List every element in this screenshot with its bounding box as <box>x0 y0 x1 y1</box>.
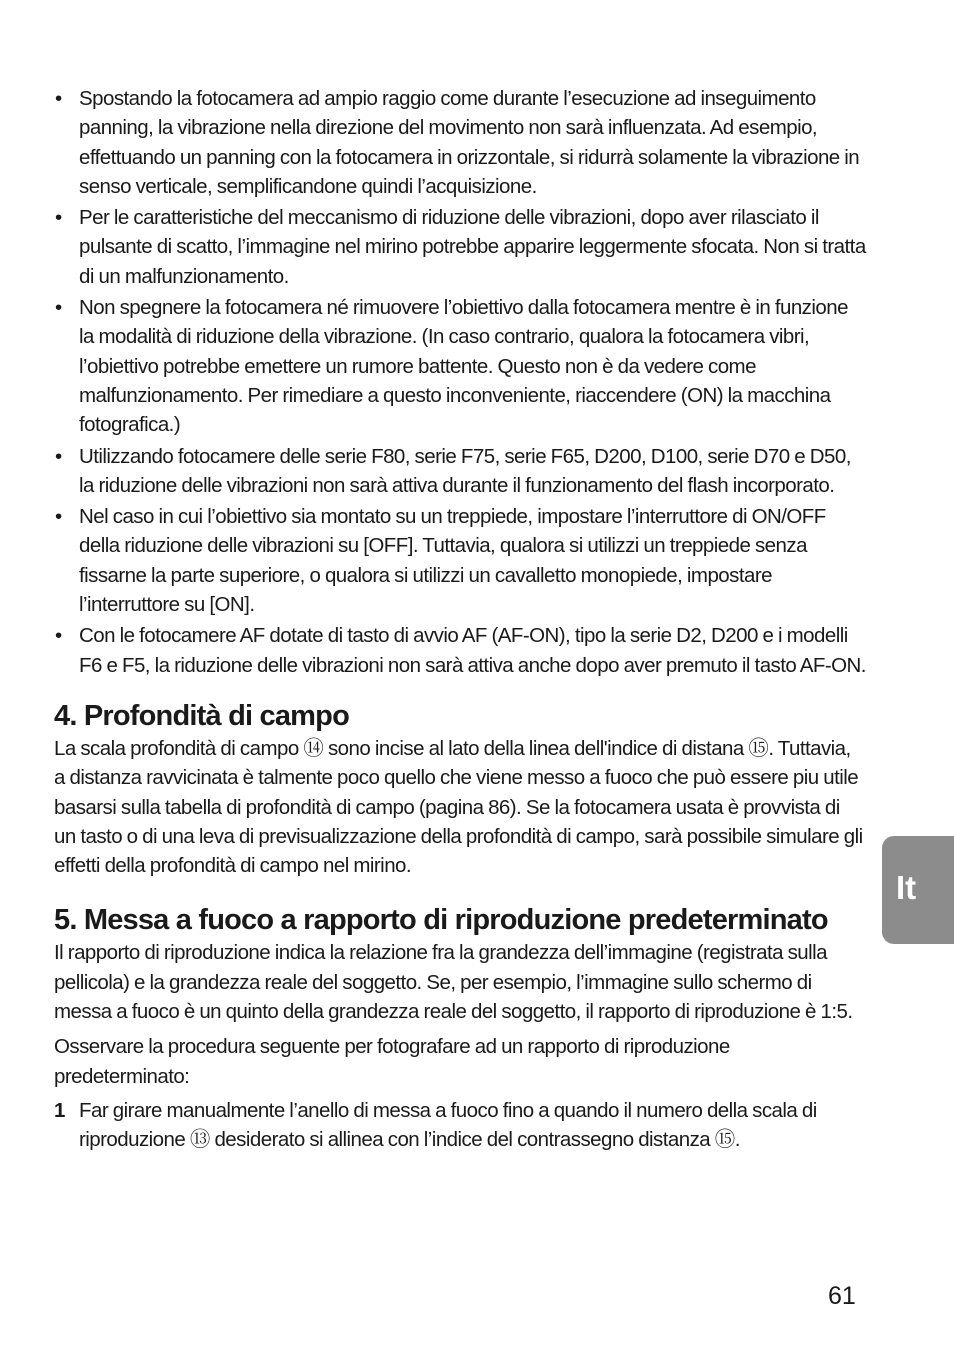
bullet-text: Spostando la fotocamera ad ampio raggio come durante l’esecuzione ad inseguimento panning, la vibrazione nella direzione del movimento non sarà influenzata. Ad esempio, effettuando un panning con la fotocamera in orizzontale, si ridurrà solamente la vibrazione in senso verticale, semplificandone quindi l’acquisizione. <box>79 87 860 198</box>
bullet-item <box>54 84 866 201</box>
section-5-paragraph-1: Il rapporto di riproduzione indica la relazione fra la grandezza dell’immagine (registrata sulla pellicola) e la grandezza reale del soggetto. Se, per esempio, l’immagine sullo schermo di messa a fuoco è un quinto della grandezza reale del soggetto, il rapporto di riproduzione è 1:5. <box>54 941 853 1024</box>
bullet-text: Con le fotocamere AF dotate di tasto di avvio AF (AF-ON), tipo la serie D2, D200 e i modelli F6 e F5, la riduzione delle vibrazioni non sarà attiva anche dopo aver premuto il tasto AF-ON. <box>79 624 866 677</box>
step-text: Far girare manualmente l’anello di messa a fuoco fino a quando il numero della scala di riproduzione ⑬ desiderato si allinea con l’indice del contrassegno distanza ⑮. <box>79 1098 817 1152</box>
bullet-marker: • <box>55 505 62 529</box>
bullet-text: Utilizzando fotocamere delle serie F80, serie F75, serie F65, D200, D100, serie D70 e D50, la riduzione delle vibrazioni non sarà attiva durante il funzionamento del flash incorporato. <box>79 444 851 497</box>
section-5-paragraph-2: Osservare la procedura seguente per fotografare ad un rapporto di riproduzione predeterminato: <box>54 1035 730 1088</box>
section-4-heading: 4. Profondità di campo <box>54 699 349 732</box>
bullet-list <box>54 84 866 680</box>
bullet-item <box>54 203 866 291</box>
language-tab-label: It <box>896 869 917 906</box>
page-content <box>54 84 866 1155</box>
bullet-text: Nel caso in cui l’obiettivo sia montato su un treppiede, impostare l’interruttore di ON/OFF della riduzione delle vibrazioni su [OFF]. Tuttavia, qualora si utilizzi un treppiede senza fissarne la parte superiore, o qualora si utilizzi un cavalletto monopiede, impostare l’interruttore su [ON]. <box>79 505 826 617</box>
bullet-marker: • <box>55 296 62 320</box>
bullet-item <box>54 293 866 439</box>
bullet-marker: • <box>55 87 62 110</box>
bullet-text: Per le caratteristiche del meccanismo di riduzione delle vibrazioni, dopo aver rilasciato il pulsante di scatto, l’immagine nel mirino potrebbe apparire leggermente sfocata. Non si tratta di un malfunzionamento. <box>79 206 866 288</box>
page-number: 61 <box>828 1282 856 1310</box>
bullet-item <box>54 442 866 501</box>
bullet-marker: • <box>55 624 62 648</box>
bullet-text: Non spegnere la fotocamera né rimuovere l’obiettivo dalla fotocamera mentre è in funzione la modalità di riduzione della vibrazione. (In caso contrario, qualora la fotocamera vibri, l’obiettivo potrebbe emettere un rumore battente. Questo non è da vedere come malfunzionamento. Per rimediare a questo inconveniente, riaccendere (ON) la macchina fotografica.) <box>79 296 848 437</box>
bullet-marker: • <box>55 206 62 230</box>
section-4-body: La scala profondità di campo ⑭ sono incise al lato della linea dell'indice di distana ⑮. Tuttavia, a distanza ravvicinata è talmente poco quello che viene messo a fuoco che può essere piu utile basarsi sulla tabella di profondità di campo (pagina 86). Se la fotocamera usata è provvista di un tasto o di una leva di previsualizzazione della profondità di campo, sarà possibile simulare gli effetti della profondità di campo nel mirino. <box>54 736 863 878</box>
language-tab <box>882 836 954 944</box>
section-5-heading: 5. Messa a fuoco a rapporto di riproduzione predeterminato <box>54 904 828 937</box>
bullet-item <box>54 621 866 680</box>
bullet-marker: • <box>55 444 62 468</box>
bullet-item <box>54 502 866 619</box>
step-1 <box>54 1096 866 1155</box>
step-number: 1 <box>54 1098 65 1122</box>
